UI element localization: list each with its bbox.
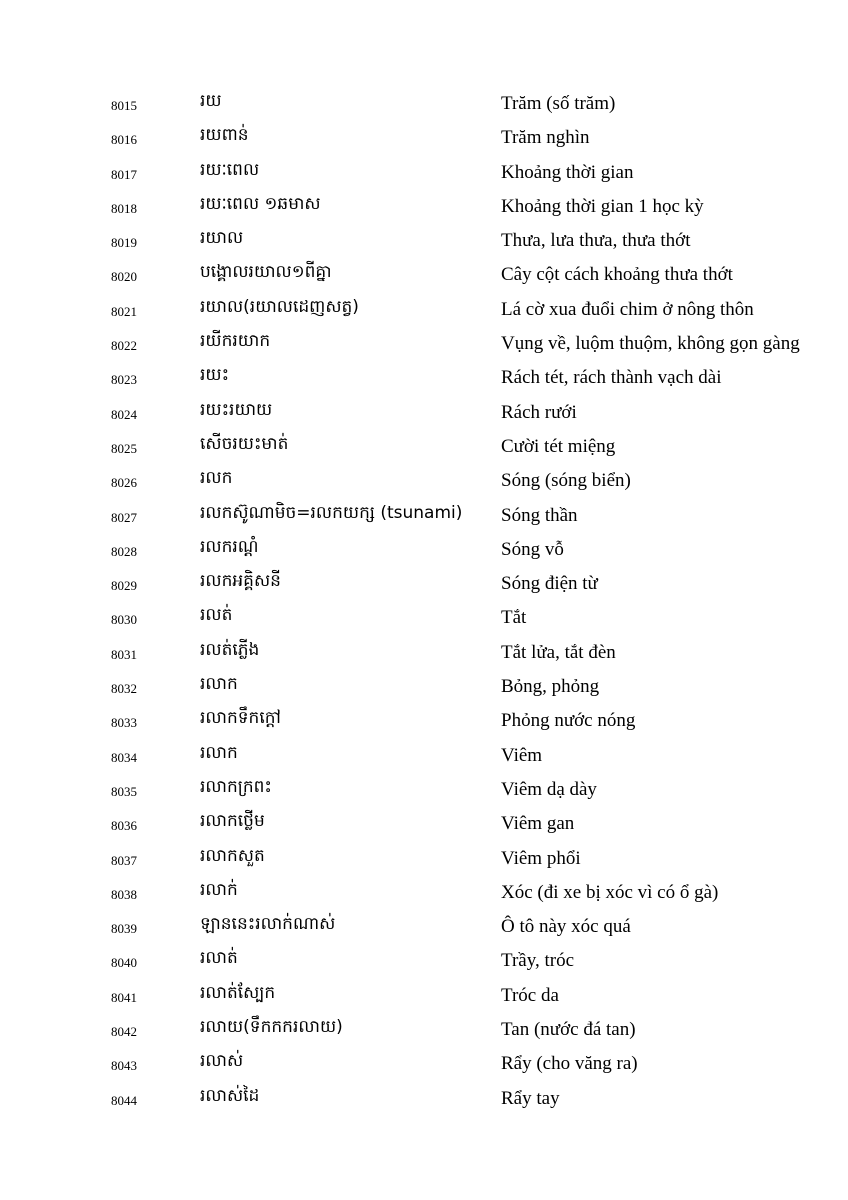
- entry-number: 8037: [111, 852, 137, 868]
- entry-number: 8036: [111, 818, 137, 834]
- entry-number: 8018: [111, 200, 137, 216]
- entry-row: [0, 223, 848, 257]
- vietnamese-translation: Trầy, tróc: [501, 950, 575, 972]
- entry-row: [0, 669, 848, 703]
- vietnamese-translation: Lá cờ xua đuổi chim ở nông thôn: [501, 298, 754, 320]
- khmer-term: រលាកសួត: [200, 845, 265, 866]
- khmer-term: រយាល: [200, 228, 244, 249]
- khmer-term: រលាស់: [200, 1051, 244, 1072]
- khmer-term: រលត់: [200, 605, 233, 626]
- entry-number: 8031: [111, 646, 137, 662]
- entry-number: 8023: [111, 372, 137, 388]
- vietnamese-translation: Viêm: [501, 744, 543, 766]
- vietnamese-translation: Tắt: [501, 607, 527, 629]
- khmer-term: រលត់ភ្លើង: [200, 639, 260, 660]
- entry-number: 8024: [111, 406, 137, 422]
- entry-row: [0, 463, 848, 497]
- khmer-term: រយៈពេល ១ឆមាស: [200, 193, 321, 214]
- entry-row: [0, 875, 848, 909]
- vietnamese-translation: Sóng điện từ: [501, 573, 598, 595]
- vietnamese-translation: Vụng về, luộm thuộm, không gọn gàng: [501, 333, 800, 355]
- entry-row: [0, 120, 848, 154]
- vietnamese-translation: Viêm phổi: [501, 847, 581, 869]
- entry-row: [0, 395, 848, 429]
- khmer-term: រយពាន់: [200, 125, 249, 146]
- vietnamese-translation: Rách rưới: [501, 401, 577, 423]
- entry-row: [0, 841, 848, 875]
- entry-number: 8015: [111, 98, 137, 113]
- entry-row: [0, 498, 848, 532]
- entry-row: [0, 1046, 848, 1080]
- entry-row: [0, 1081, 848, 1115]
- entry-number: 8035: [111, 783, 137, 799]
- entry-number: 8034: [111, 749, 137, 765]
- entry-row: [0, 772, 848, 806]
- khmer-term: រលាស់ដៃ: [200, 1085, 260, 1106]
- khmer-term: រលករណ្តំ: [200, 536, 259, 557]
- entry-list: [0, 86, 848, 1115]
- entry-row: [0, 978, 848, 1012]
- entry-row: [0, 429, 848, 463]
- entry-number: 8038: [111, 886, 137, 902]
- vietnamese-translation: Rẩy tay: [501, 1087, 560, 1109]
- vietnamese-translation: Rẩy (cho văng ra): [501, 1053, 638, 1075]
- vietnamese-translation: Cười tét miệng: [501, 435, 616, 457]
- khmer-term: រលកអគ្គិសនី: [200, 571, 281, 592]
- vietnamese-translation: Tróc da: [501, 984, 559, 1006]
- vietnamese-translation: Sóng thần: [501, 504, 578, 526]
- entry-row: [0, 360, 848, 394]
- khmer-term: រលកស៊ូណាមិច=រលកយក្ស (tsunami): [200, 502, 463, 523]
- entry-number: 8017: [111, 166, 137, 182]
- entry-row: [0, 566, 848, 600]
- entry-row: [0, 600, 848, 634]
- khmer-term: រលាក: [200, 742, 238, 763]
- entry-number: 8022: [111, 338, 137, 354]
- entry-row: [0, 257, 848, 291]
- khmer-term: បង្គោលរយាល១ពីគ្នា: [200, 262, 332, 283]
- entry-number: 8027: [111, 509, 137, 525]
- entry-number: 8028: [111, 543, 137, 559]
- entry-row: [0, 292, 848, 326]
- khmer-term: រយៈពេល: [200, 159, 260, 180]
- entry-row: [0, 806, 848, 840]
- entry-number: 8016: [111, 132, 137, 148]
- khmer-term: រលាកថ្លើម: [200, 811, 265, 832]
- khmer-term: រលាក: [200, 674, 238, 695]
- vietnamese-translation: Tắt lửa, tắt đèn: [501, 641, 616, 663]
- entry-number: 8032: [111, 681, 137, 697]
- khmer-term: រលាកទឹកក្តៅ: [200, 708, 281, 729]
- khmer-term: រលាកក្រពះ: [200, 776, 272, 797]
- vietnamese-translation: Viêm gan: [501, 813, 575, 835]
- khmer-term: រយាល(រយាលដេញសត្វ): [200, 296, 359, 317]
- entry-number: 8021: [111, 303, 137, 319]
- khmer-term: រលាត់: [200, 948, 238, 969]
- vietnamese-translation: Trăm (số trăm): [501, 93, 616, 114]
- entry-row: [0, 943, 848, 977]
- entry-row: [0, 155, 848, 189]
- entry-row: [0, 326, 848, 360]
- khmer-term: រលាយ(ទឹកកករលាយ): [200, 1017, 343, 1038]
- vietnamese-translation: Trăm nghìn: [501, 127, 590, 149]
- entry-number: 8026: [111, 475, 137, 491]
- khmer-term: រលាក់: [200, 879, 238, 900]
- entry-number: 8030: [111, 612, 137, 628]
- entry-number: 8029: [111, 578, 137, 594]
- entry-row: [0, 738, 848, 772]
- vietnamese-translation: Xóc (đi xe bị xóc vì có ổ gà): [501, 881, 719, 903]
- khmer-term: រយះរយាយ: [200, 399, 273, 420]
- vietnamese-translation: Sóng (sóng biển): [501, 470, 631, 492]
- vietnamese-translation: Sóng vỗ: [501, 538, 564, 560]
- khmer-term: រយ: [200, 91, 222, 111]
- vietnamese-translation: Khoảng thời gian 1 học kỳ: [501, 195, 704, 217]
- vietnamese-translation: Thưa, lưa thưa, thưa thớt: [501, 230, 691, 252]
- entry-row: [0, 189, 848, 223]
- khmer-term: រយីករយាក: [200, 331, 271, 352]
- vietnamese-translation: Khoảng thời gian: [501, 161, 634, 183]
- entry-number: 8044: [111, 1092, 137, 1108]
- entry-number: 8041: [111, 989, 137, 1005]
- vietnamese-translation: Tan (nước đá tan): [501, 1019, 636, 1041]
- entry-row: [0, 1012, 848, 1046]
- vietnamese-translation: Bỏng, phỏng: [501, 676, 600, 698]
- entry-number: 8039: [111, 921, 137, 937]
- vietnamese-translation: Rách tét, rách thành vạch dài: [501, 367, 722, 389]
- vietnamese-translation: Cây cột cách khoảng thưa thớt: [501, 264, 733, 286]
- khmer-term: សើចរយះមាត់: [200, 433, 289, 454]
- khmer-term: រលាត់ស្បែក: [200, 982, 276, 1003]
- entry-number: 8042: [111, 1024, 137, 1040]
- entry-row: [0, 532, 848, 566]
- entry-number: 8025: [111, 440, 137, 456]
- vietnamese-translation: Phỏng nước nóng: [501, 710, 636, 732]
- khmer-term: រលក: [200, 468, 233, 489]
- entry-number: 8043: [111, 1058, 137, 1074]
- entry-number: 8020: [111, 269, 137, 285]
- entry-number: 8019: [111, 235, 137, 251]
- vietnamese-translation: Ô tô này xóc quá: [501, 916, 631, 938]
- khmer-term: ឡាននេះរលាក់ណាស់: [200, 914, 336, 935]
- entry-row: [0, 635, 848, 669]
- entry-number: 8033: [111, 715, 137, 731]
- entry-row: [0, 703, 848, 737]
- entry-row: [0, 86, 848, 120]
- khmer-term: រយះ: [200, 365, 230, 386]
- entry-row: [0, 909, 848, 943]
- vietnamese-translation: Viêm dạ dày: [501, 778, 597, 800]
- entry-number: 8040: [111, 955, 137, 971]
